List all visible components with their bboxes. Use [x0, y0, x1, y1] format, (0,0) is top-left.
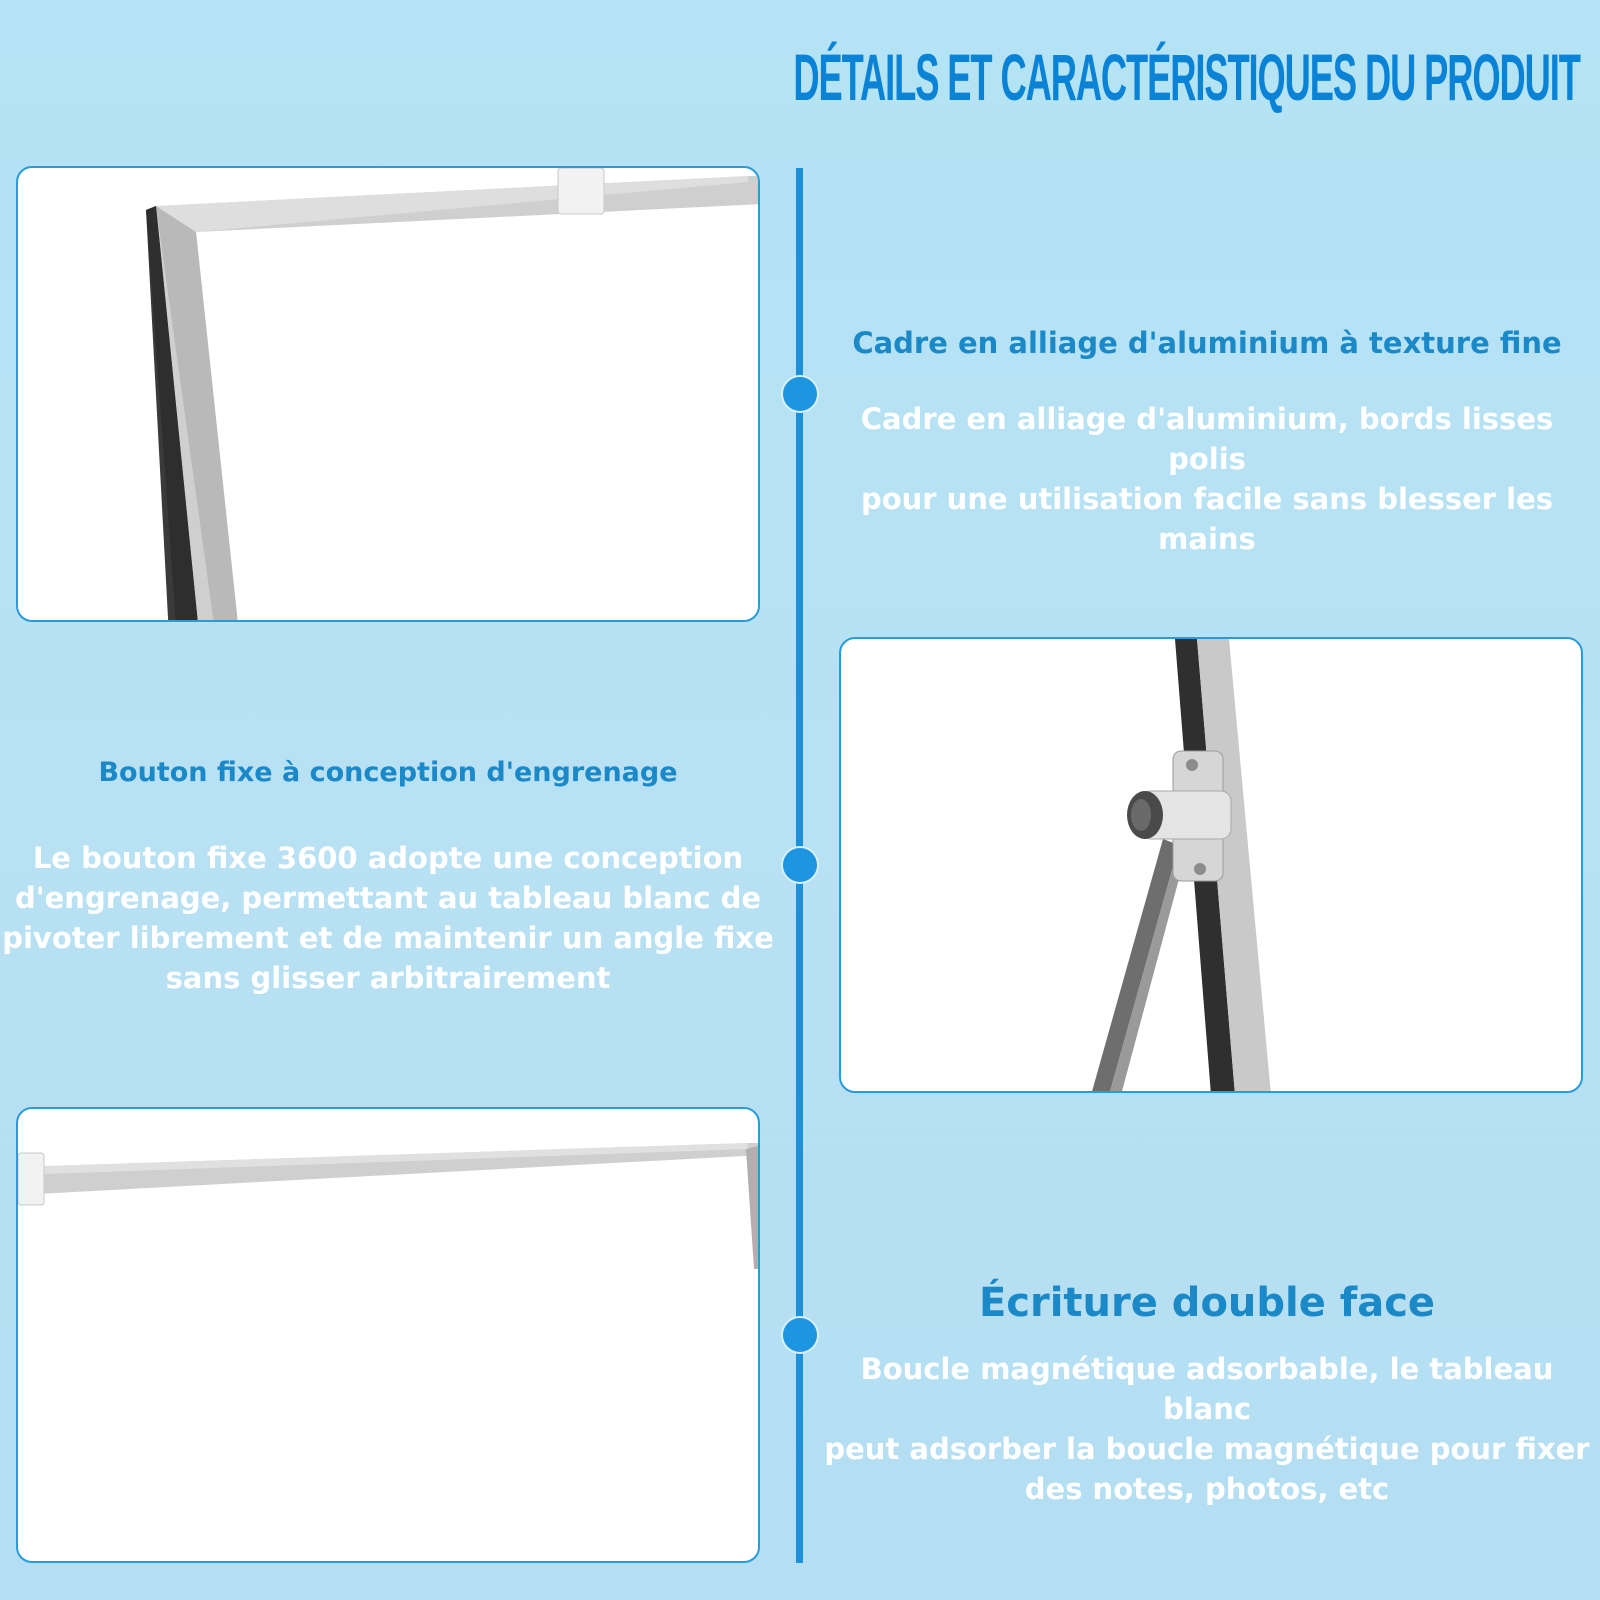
page-title: DÉTAILS ET CARACTÉRISTIQUES DU PRODUIT [793, 40, 1580, 114]
timeline-dot [781, 1316, 819, 1354]
feature-title-double-sided: Écriture double face [978, 1280, 1436, 1326]
gear-knob-image [839, 637, 1583, 1093]
timeline-dot [781, 846, 819, 884]
timeline-dot [781, 375, 819, 413]
feature-title-knob: Bouton fixe à conception d'engrenage [98, 757, 678, 788]
feature-title-frame: Cadre en alliage d'aluminium à texture fine [852, 326, 1562, 360]
feature-description-double-sided: Boucle magnétique adsorbable, le tableau blanc peut adsorber la boucle magnétique pour fixer des notes, photos, etc [824, 1352, 1590, 1506]
frame-corner-image [16, 166, 760, 622]
feature-description-frame: Cadre en alliage d'aluminium, bords lisses polis pour une utilisation facile sans blesser les mains [860, 402, 1554, 556]
board-edge-image [16, 1107, 760, 1563]
feature-description-knob: Le bouton fixe 3600 adopte une conception d'engrenage, permettant au tableau blanc de pivoter librement et de maintenir un angle fixe sans glisser arbitrairement [2, 841, 774, 995]
